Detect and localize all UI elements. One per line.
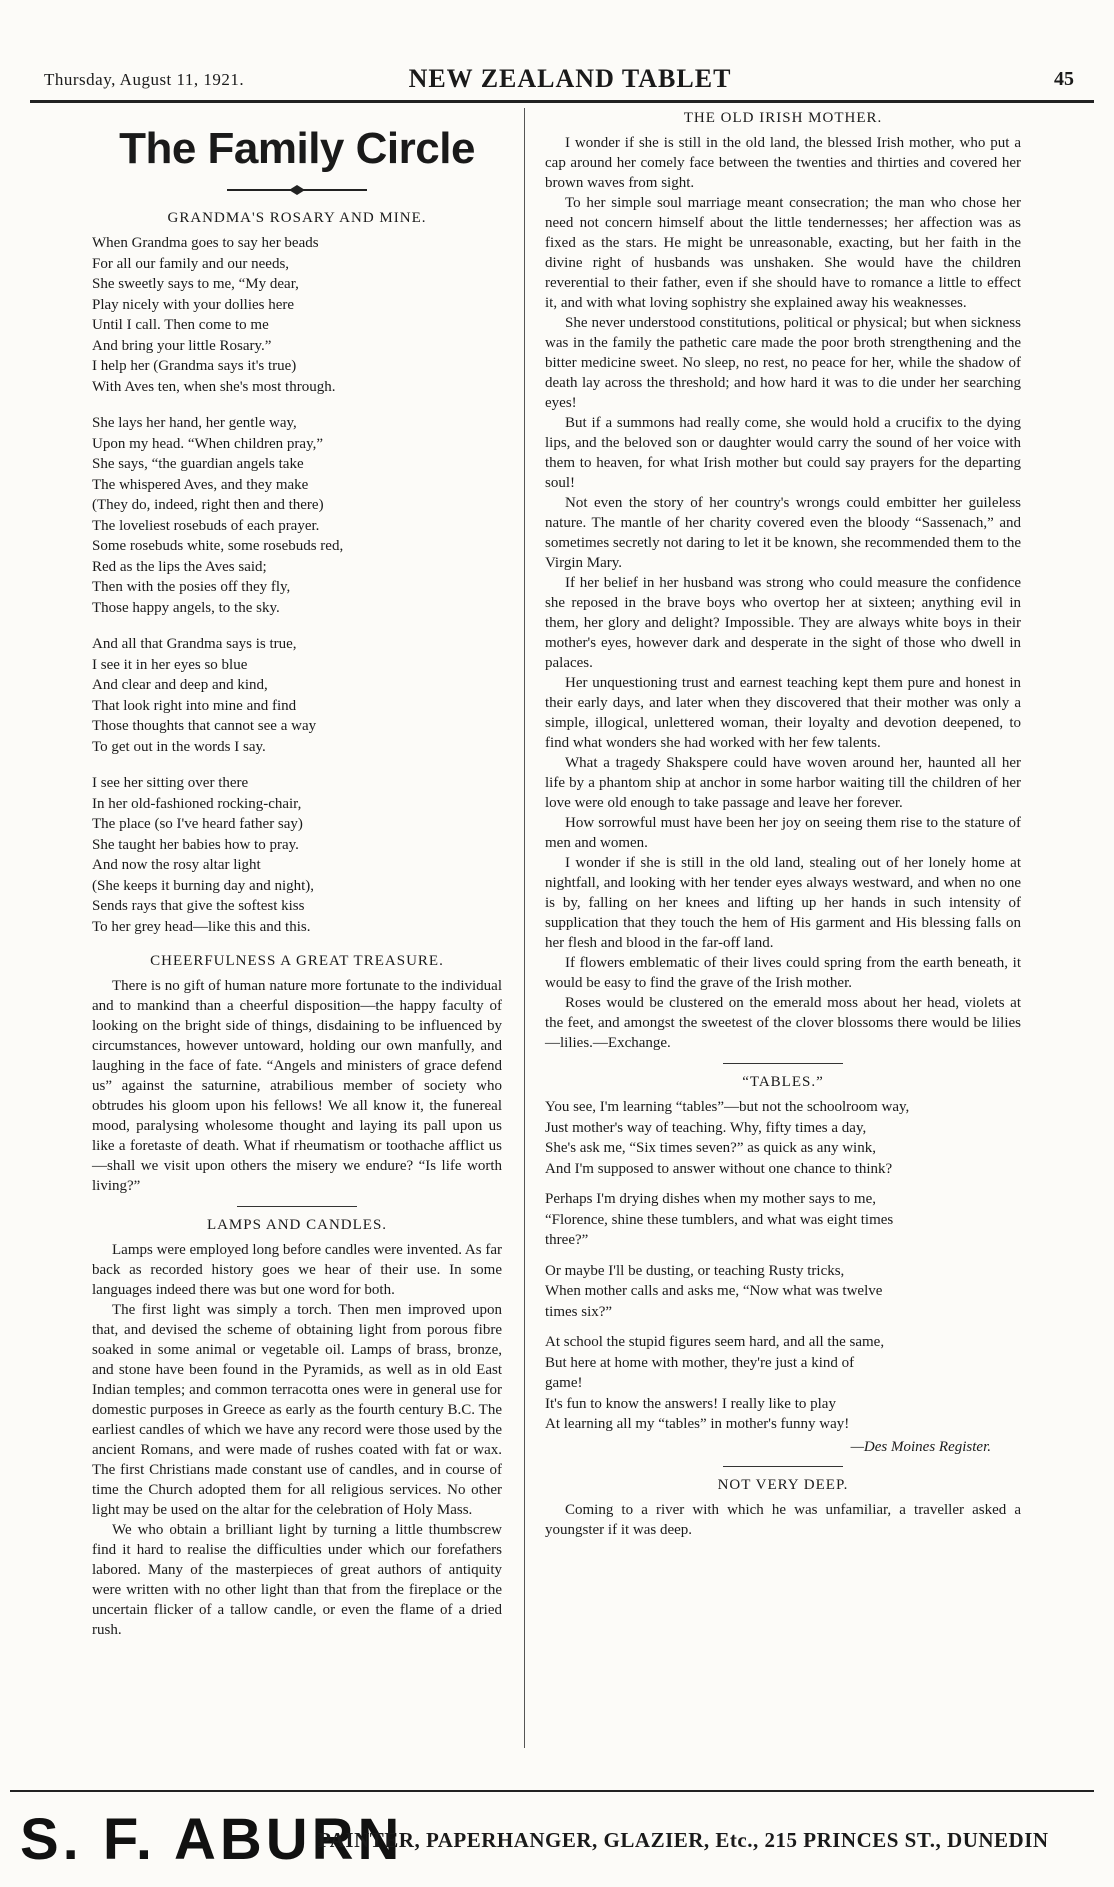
ornament-divider	[227, 184, 367, 196]
article-title: LAMPS AND CANDLES.	[206, 1217, 388, 1233]
article-paragraph: To her simple soul marriage meant consecration; the man who chose her need not concern himself about the little tendernesses; her affection was as fixed as the stars. He might be unreasonable, exacting, but her faith in the divine right of husbands was unshaken. She would have the children reverential to their father, even if she should have to romance a little to effect it, and with what loving sophistry she explained away his weaknesses.	[545, 195, 1021, 311]
article-paragraph: But if a summons had really come, she would hold a crucifix to the dying lips, and the beloved son or daughter would carry the sound of her voice with them to heaven, for what Irish mother but could say prayers for the departing soul!	[545, 415, 1021, 491]
banner-rule	[10, 1790, 1094, 1792]
article-paragraph: We who obtain a brilliant light by turning a little thumbscrew find it hard to realise the difficulties under which our forefathers labored. Many of the masterpieces of great authors of antiquity were written with no other light than that from the fireplace or the uncertain flicker of a tallow candle, or even the flame of a dried rush.	[92, 1522, 502, 1638]
page-header	[30, 60, 1094, 103]
poem-stanza: At school the stupid figures seem hard, and all the same, But here at home with mother, they're just a kind of game! It's fun to know the answers! I really like to play At learning all my “tables” in mother's funny way!	[545, 1334, 885, 1432]
article-title: NOT VERY DEEP.	[717, 1476, 849, 1493]
section-rule	[237, 1206, 357, 1207]
newspaper-title: NEW ZEALAND TABLET	[408, 64, 732, 93]
article-paragraph: Not even the story of her country's wrongs could embitter her guileless nature. The mantle of her charity covered even the bloody “Sassenach,” and sometimes secretly not daring to let it be known, she recommended them to the Virgin Mary.	[545, 495, 1021, 571]
article-paragraph: Lamps were employed long before candles were invented. As far back as recorded history goes we hear of their use. In some languages indeed there was but one word for both.	[92, 1242, 502, 1298]
article-paragraph: What a tragedy Shakspere could have woven around her, haunted all her life by a phantom ship at anchor in some harbor waiting till the children of her love were old enough to take passage and leave her forever.	[545, 755, 1021, 811]
article-title: THE OLD IRISH MOTHER.	[683, 110, 883, 126]
article-paragraph: There is no gift of human nature more fortunate to the individual and to mankind than a cheerful disposition—the happy faculty of looking on the bright side of things, disdaining to be influenced by circumstances, however untoward, holding our own manfully, and laughing in the face of fate. “Angels and ministers of grace defend us” against the saturnine, atrabilious member of society who obtrudes his gloom upon his fellows! We all know it, the funereal mood, paralysing wholesome thought and laying its pall upon us like a foretaste of death. What if rheumatism or toothache afflict us—shall we visit upon others the misery we endure? “Is life worth living?”	[92, 978, 502, 1194]
advertiser-trade: PAINTER, PAPERHANGER, GLAZIER, Etc., 215 PRINCES ST., DUNEDIN	[318, 1828, 1049, 1852]
article-paragraph: She never understood constitutions, political or physical; but when sickness was in the family the pathetic care made the poor broth strengthening and the bitter medicine sweet. No sleep, no rest, no peace for her, while the shadow of death lay across the threshold; and how hard it was to die under her searching eyes!	[545, 315, 1021, 411]
article-paragraph: The first light was simply a torch. Then men improved upon that, and devised the scheme of obtaining light from porous fibre soaked in some animal or vegetable oil. Lamps of brass, bronze, and stone have been found in the Pyramids, as well as in old East Indian temples; and common terracotta ones were in general use for domestic purposes in Greece as early as the fourth century B.C. The earliest candles of which we have any record were those used by the ancient Romans, and were made of rushes coated with fat or wax. The first Christians made constant use of candles, and in course of time the Church adopted them for all religious services. No other light may be used on the altar for the celebration of Holy Mass.	[92, 1302, 502, 1518]
article-paragraph: Coming to a river with which he was unfamiliar, a traveller asked a youngster if it was deep.	[545, 1501, 1021, 1538]
column-divider	[524, 108, 525, 1748]
section-rule	[723, 1466, 843, 1467]
poem-stanza: Or maybe I'll be dusting, or teaching Rusty tricks, When mother calls and asks me, “Now what was twelve times six?”	[545, 1262, 883, 1320]
article-paragraph: How sorrowful must have been her joy on seeing them rise to the stature of men and women.	[545, 815, 1021, 851]
poem-title: GRANDMA'S ROSARY AND MINE.	[167, 210, 427, 226]
poem-stanza: She lays her hand, her gentle way, Upon my head. “When children pray,” She says, “the guardian angels take The whispered Aves, and they make (They do, indeed, right then and there) The loveliest rosebuds of each prayer. Some rosebuds white, some rosebuds red, Red as the lips the Aves said; Then with the posies off they fly, Those happy angels, to the sky.	[92, 415, 344, 616]
article-paragraph: I wonder if she is still in the old land, stealing out of her lonely home at nightfall, and looking with her tender eyes always westward, and when no one is by, falling on her knees and lifting up her hands in such intensity of supplication that they touch the hem of His garment and His blessing falls on her flesh and blood in the far-off land.	[545, 855, 1021, 951]
section-title: The Family Circle	[119, 124, 475, 173]
article-paragraph: Her unquestioning trust and earnest teaching kept them pure and honest in their early days, and later when they discovered that their mother was only a simple, illogical, unlettered woman, their loyalty and devotion deepened, to find what wonders she had worked with her few talents.	[545, 675, 1021, 751]
left-column	[92, 110, 502, 1640]
poem-stanza: When Grandma goes to say her beads For all our family and our needs, She sweetly says to me, “My dear, Play nicely with your dollies here Until I call. Then come to me And bring your little Rosary.” I help her (Grandma says it's true) With Aves ten, when she's most through.	[92, 235, 336, 395]
issue-date: Thursday, August 11, 1921.	[44, 70, 245, 89]
section-rule	[723, 1063, 843, 1064]
poem-title: “TABLES.”	[742, 1074, 824, 1090]
article-paragraph: If flowers emblematic of their lives could spring from the earth beneath, it would be easy to find the grave of the Irish mother.	[545, 955, 1021, 991]
poem-stanza: I see her sitting over there In her old-fashioned rocking-chair, The place (so I've heard father say) She taught her babies how to pray. And now the rosy altar light (She keeps it burning day and night), Sends rays that give the softest kiss To her grey head—like this and this.	[92, 775, 315, 935]
advertisement-banner	[0, 1790, 1114, 1887]
advertiser-name: S. F. ABURN	[20, 1807, 404, 1872]
article-paragraph: Roses would be clustered on the emerald moss about her head, violets at the feet, and amongst the sweetest of the clover blossoms there would be lilies—lilies.—Exchange.	[545, 995, 1021, 1051]
page-number: 45	[1054, 68, 1074, 90]
article-title: CHEERFULNESS A GREAT TREASURE.	[150, 953, 444, 969]
article-paragraph: I wonder if she is still in the old land, the blessed Irish mother, who put a cap around her comely face between the twenties and thirties and covered her brown waves from sight.	[545, 135, 1021, 191]
poem-stanza: And all that Grandma says is true, I see it in her eyes so blue And clear and deep and kind, That look right into mine and find Those thoughts that cannot see a way To get out in the words I say.	[92, 636, 317, 755]
right-column	[545, 110, 1021, 1540]
poem-stanza: Perhaps I'm drying dishes when my mother says to me, “Florence, shine these tumblers, and what was eight times three?”	[545, 1191, 894, 1248]
poem-stanza: You see, I'm learning “tables”—but not the schoolroom way, Just mother's way of teaching. Why, fifty times a day, She's ask me, “Six times seven?” as quick as any wink, And I'm supposed to answer without one chance to think?	[545, 1099, 910, 1177]
poem-attribution: —Des Moines Register.	[850, 1438, 991, 1455]
article-paragraph: If her belief in her husband was strong who could measure the confidence she reposed in the brave boys who overtop her at sixteen; anything evil in them, her glory and delight? Impossible. They are always white boys in their mother's eyes, however dark and desperate in the sight of those who dwell in palaces.	[545, 575, 1021, 671]
